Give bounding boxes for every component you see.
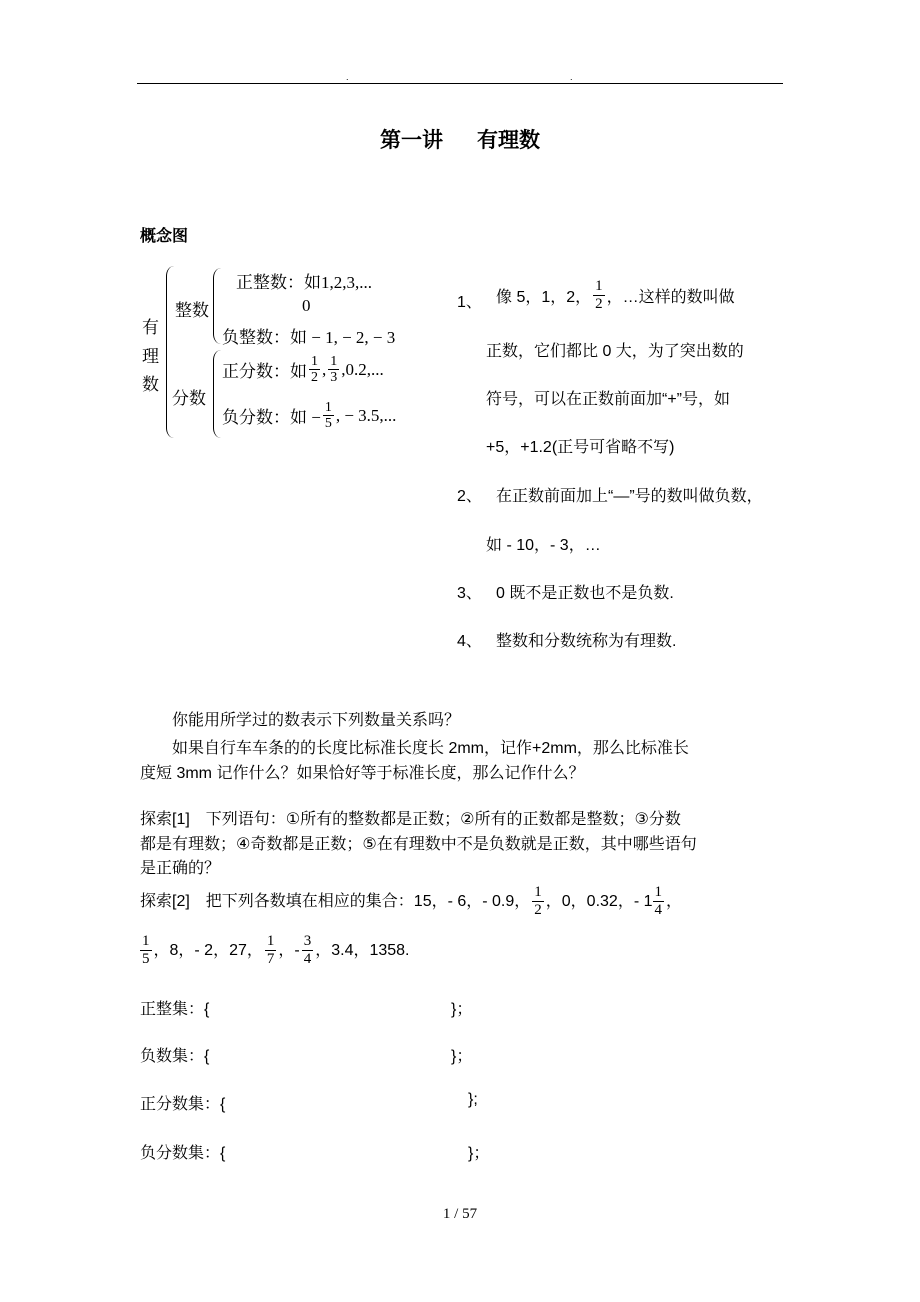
tree-neg-int: 负整数：如 − 1, − 2, − 3 xyxy=(222,328,396,347)
set-close: }； xyxy=(451,1001,473,1018)
set-label: 正分数集：{ xyxy=(140,1096,226,1113)
point-number: 1、 xyxy=(457,294,482,311)
fraction: $\frac{1}{3}$ xyxy=(330,354,338,385)
question-line: 度短 3mm 记作什么？如果恰好等于标准长度，那么记作什么？ xyxy=(140,765,585,782)
header-rule xyxy=(137,83,783,84)
point-line: 像 5，1，2， $\frac{1}{2}$ ，…这样的数叫做 xyxy=(496,278,735,312)
concept-heading: 概念图 xyxy=(140,228,189,245)
fraction: $\frac{1}{2}$ xyxy=(595,278,603,312)
tree-root-char: 理 xyxy=(142,347,159,366)
tree-zero: 0 xyxy=(302,296,311,315)
point-line: 在正数前面加上“—”号的数叫做负数， xyxy=(496,488,763,505)
tree-root-char: 数 xyxy=(142,375,159,394)
brace-integer xyxy=(213,268,222,344)
fraction: $\frac{1}{7}$ xyxy=(266,933,275,967)
tree-pos-int: 正整数：如1,2,3,... xyxy=(236,273,372,292)
fraction: $\frac{1}{5}$ xyxy=(324,400,332,431)
fraction: $\frac{1}{5}$ xyxy=(142,933,150,967)
point-number: 3、 xyxy=(457,585,482,602)
header-dot: . xyxy=(570,72,573,82)
explore2-line: 探索[2] 把下列各数填在相应的集合：15，- 6，- 0.9， $\frac{1}{2}$ ，0，0.32，- 1 $\frac{1}{4}$ ， xyxy=(140,884,683,918)
question-line: 你能用所学过的数表示下列数量关系吗？ xyxy=(172,712,461,729)
brace-fraction xyxy=(213,350,222,438)
question-line: 如果自行车车条的的长度比标准长度长 2mm，记作+2mm，那么比标准长 xyxy=(172,740,689,757)
point-line: 如 - 10，- 3，… xyxy=(486,537,601,554)
point-line: 整数和分数统称为有理数. xyxy=(496,633,677,650)
header-dot: . xyxy=(346,72,349,82)
set-label: 正整集：{ xyxy=(140,1001,210,1018)
page-number: 1 / 57 xyxy=(442,1206,478,1222)
set-label: 负分数集：{ xyxy=(140,1145,226,1162)
point-number: 4、 xyxy=(457,633,482,650)
tree-root-char: 有 xyxy=(142,318,159,337)
explore1-line: 探索[1] 下列语句：①所有的整数都是正数；②所有的正数都是整数；③分数 xyxy=(140,811,681,828)
page-title: 第一讲 有理数 xyxy=(380,129,540,152)
tree-pos-frac: 正分数：如 $\frac{1}{2}$ , $\frac{1}{3}$ ,0.2,... xyxy=(222,354,384,385)
fraction: $\frac{1}{4}$ xyxy=(654,884,662,918)
point-line: +5，+1.2(正号可省略不写) xyxy=(486,439,675,456)
fraction: $\frac{1}{2}$ xyxy=(534,884,542,918)
fraction: $\frac{3}{4}$ xyxy=(303,933,312,967)
explore1-line: 是正确的？ xyxy=(140,860,221,877)
set-close: }； xyxy=(468,1145,490,1162)
explore2-line: $\frac{1}{5}$ ，8，- 2，27， $\frac{1}{7}$ ，- $\frac{3}{4}$ ，3.4，1358. xyxy=(142,933,410,967)
point-line: 符号，可以在正数前面加“+”号，如 xyxy=(486,391,731,408)
point-number: 2、 xyxy=(457,488,482,505)
brace-root xyxy=(166,266,175,438)
tree-fraction-label: 分数 xyxy=(172,389,206,408)
set-label: 负数集：{ xyxy=(140,1048,210,1065)
fraction: $\frac{1}{2}$ xyxy=(311,354,318,385)
tree-neg-frac: 负分数：如 − $\frac{1}{5}$ , − 3.5,... xyxy=(222,400,397,431)
explore1-line: 都是有理数；④奇数都是正数；⑤在有理数中不是负数就是正数，其中哪些语句 xyxy=(140,836,697,853)
set-close: }； xyxy=(451,1048,473,1065)
point-line: 0 既不是正数也不是负数. xyxy=(496,585,674,602)
set-close: }; xyxy=(468,1091,478,1108)
tree-integer-label: 整数 xyxy=(175,301,209,320)
point-line: 正数，它们都比 0 大，为了突出数的 xyxy=(486,343,744,360)
